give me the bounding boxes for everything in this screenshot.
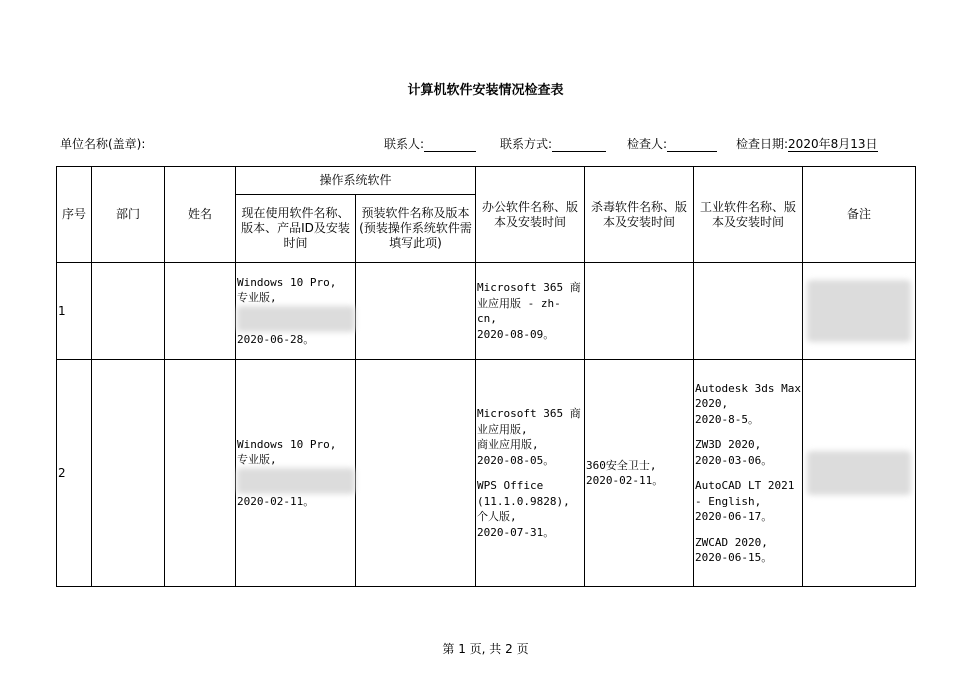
check-date-field [736,135,878,152]
inspector-label: 检查人: [627,137,668,151]
row-2-industrial-line1: Autodesk 3ds Max [695,381,801,395]
row-2-remarks [803,360,916,587]
row-2-industrial-line3: 2020-8-5。 [695,412,759,426]
row-2-industrial-line6: AutoCAD LT 2021 [695,479,795,492]
row-2-office-line5: WPS Office [477,479,544,492]
table-row [57,360,916,587]
row-2-seq: 2 [57,360,92,587]
header-os-current: 现在使用软件名称、版本、产品ID及安装时间 [236,195,356,263]
row-1-os-redacted [237,306,355,332]
table-row [57,263,916,360]
row-2-antivirus-line1: 360安全卫士, [586,458,657,472]
row-2-antivirus-line2: 2020-02-11。 [586,474,664,487]
row-2-os-line1: Windows 10 Pro, [237,437,337,451]
row-1-industrial [694,263,803,360]
row-2-remarks-redacted [807,451,911,495]
row-2-office-line1: Microsoft 365 商 [477,407,581,420]
row-2-industrial-spacer [695,468,801,478]
contact-person-label: 联系人: [384,137,425,151]
row-2-os-redacted [237,468,355,494]
row-1-office [476,263,585,360]
row-2-name [165,360,236,587]
check-date-value: 2020年8月13日 [788,137,878,151]
contact-method-blank [552,139,606,152]
row-2-os-current [236,360,356,587]
row-2-industrial-spacer [695,427,801,437]
contact-person-blank [424,139,476,152]
row-2-os-date: 2020-02-11。 [237,494,315,508]
header-os-group: 操作系统软件 [236,167,476,195]
row-1-office-line4: 2020-08-09。 [477,327,555,341]
row-2-office-line2: 业应用版, [477,422,528,436]
row-2-industrial-spacer [695,525,801,535]
header-name: 姓名 [165,167,236,263]
contact-person-field [384,135,476,152]
row-2-office-line8: 2020-07-31。 [477,525,555,539]
row-2-industrial-line8: 2020-06-17。 [695,510,773,523]
row-2-industrial [694,360,803,587]
row-1-office-line1: Microsoft 365 商 [477,281,581,294]
header-antivirus: 杀毒软件名称、版本及安装时间 [585,167,694,263]
row-1-os-preinstalled [356,263,476,360]
header-office: 办公软件名称、版本及安装时间 [476,167,585,263]
header-row-1 [57,167,916,195]
unit-name-label: 单位名称(盖章): [60,137,146,151]
row-1-remarks-redacted [807,280,911,342]
row-1-name [165,263,236,360]
row-2-industrial-line5: 2020-03-06。 [695,453,773,467]
row-1-os-current [236,263,356,360]
header-dept: 部门 [92,167,165,263]
row-1-antivirus [585,263,694,360]
row-2-office-spacer [477,468,583,478]
row-2-dept [92,360,165,587]
header-remarks: 备注 [803,167,916,263]
row-2-os-line2: 专业版, [237,453,277,467]
row-1-dept [92,263,165,360]
row-2-office-line3: 商业应用版, [477,438,539,451]
row-2-industrial-line4: ZW3D 2020, [695,438,762,451]
row-2-industrial-line7: - English, [695,494,762,508]
row-2-industrial-line9: ZWCAD 2020, [695,535,768,549]
row-1-remarks [803,263,916,360]
page-footer: 第 1 页, 共 2 页 [442,642,529,656]
row-2-os-preinstalled [356,360,476,587]
row-2-industrial-line2: 2020, [695,397,729,410]
row-1-os-date: 2020-06-28。 [237,332,315,346]
document-title: 计算机软件安装情况检查表 [407,83,564,98]
inspector-field [627,135,717,152]
row-2-office-line4: 2020-08-05。 [477,453,555,467]
row-1-os-line2: 专业版, [237,291,277,305]
row-2-office-line7: 个人版, [477,510,517,523]
row-1-office-line3: cn, [477,312,497,325]
header-os-preinstalled: 预装软件名称及版本(预装操作系统软件需填写此项) [356,195,476,263]
row-1-seq: 1 [57,263,92,360]
row-2-industrial-line10: 2020-06-15。 [695,551,773,564]
check-date-label: 检查日期: [736,137,789,151]
row-2-office [476,360,585,587]
contact-method-field [500,135,606,152]
header-industrial: 工业软件名称、版本及安装时间 [694,167,803,263]
header-seq: 序号 [57,167,92,263]
contact-method-label: 联系方式: [500,137,553,151]
inspector-blank [667,139,717,152]
row-2-office-line6: (11.1.0.9828), [477,494,570,508]
row-1-os-line1: Windows 10 Pro, [237,275,337,289]
software-check-table [56,166,916,587]
row-1-office-line2: 业应用版 - zh- [477,296,561,310]
row-2-antivirus [585,360,694,587]
